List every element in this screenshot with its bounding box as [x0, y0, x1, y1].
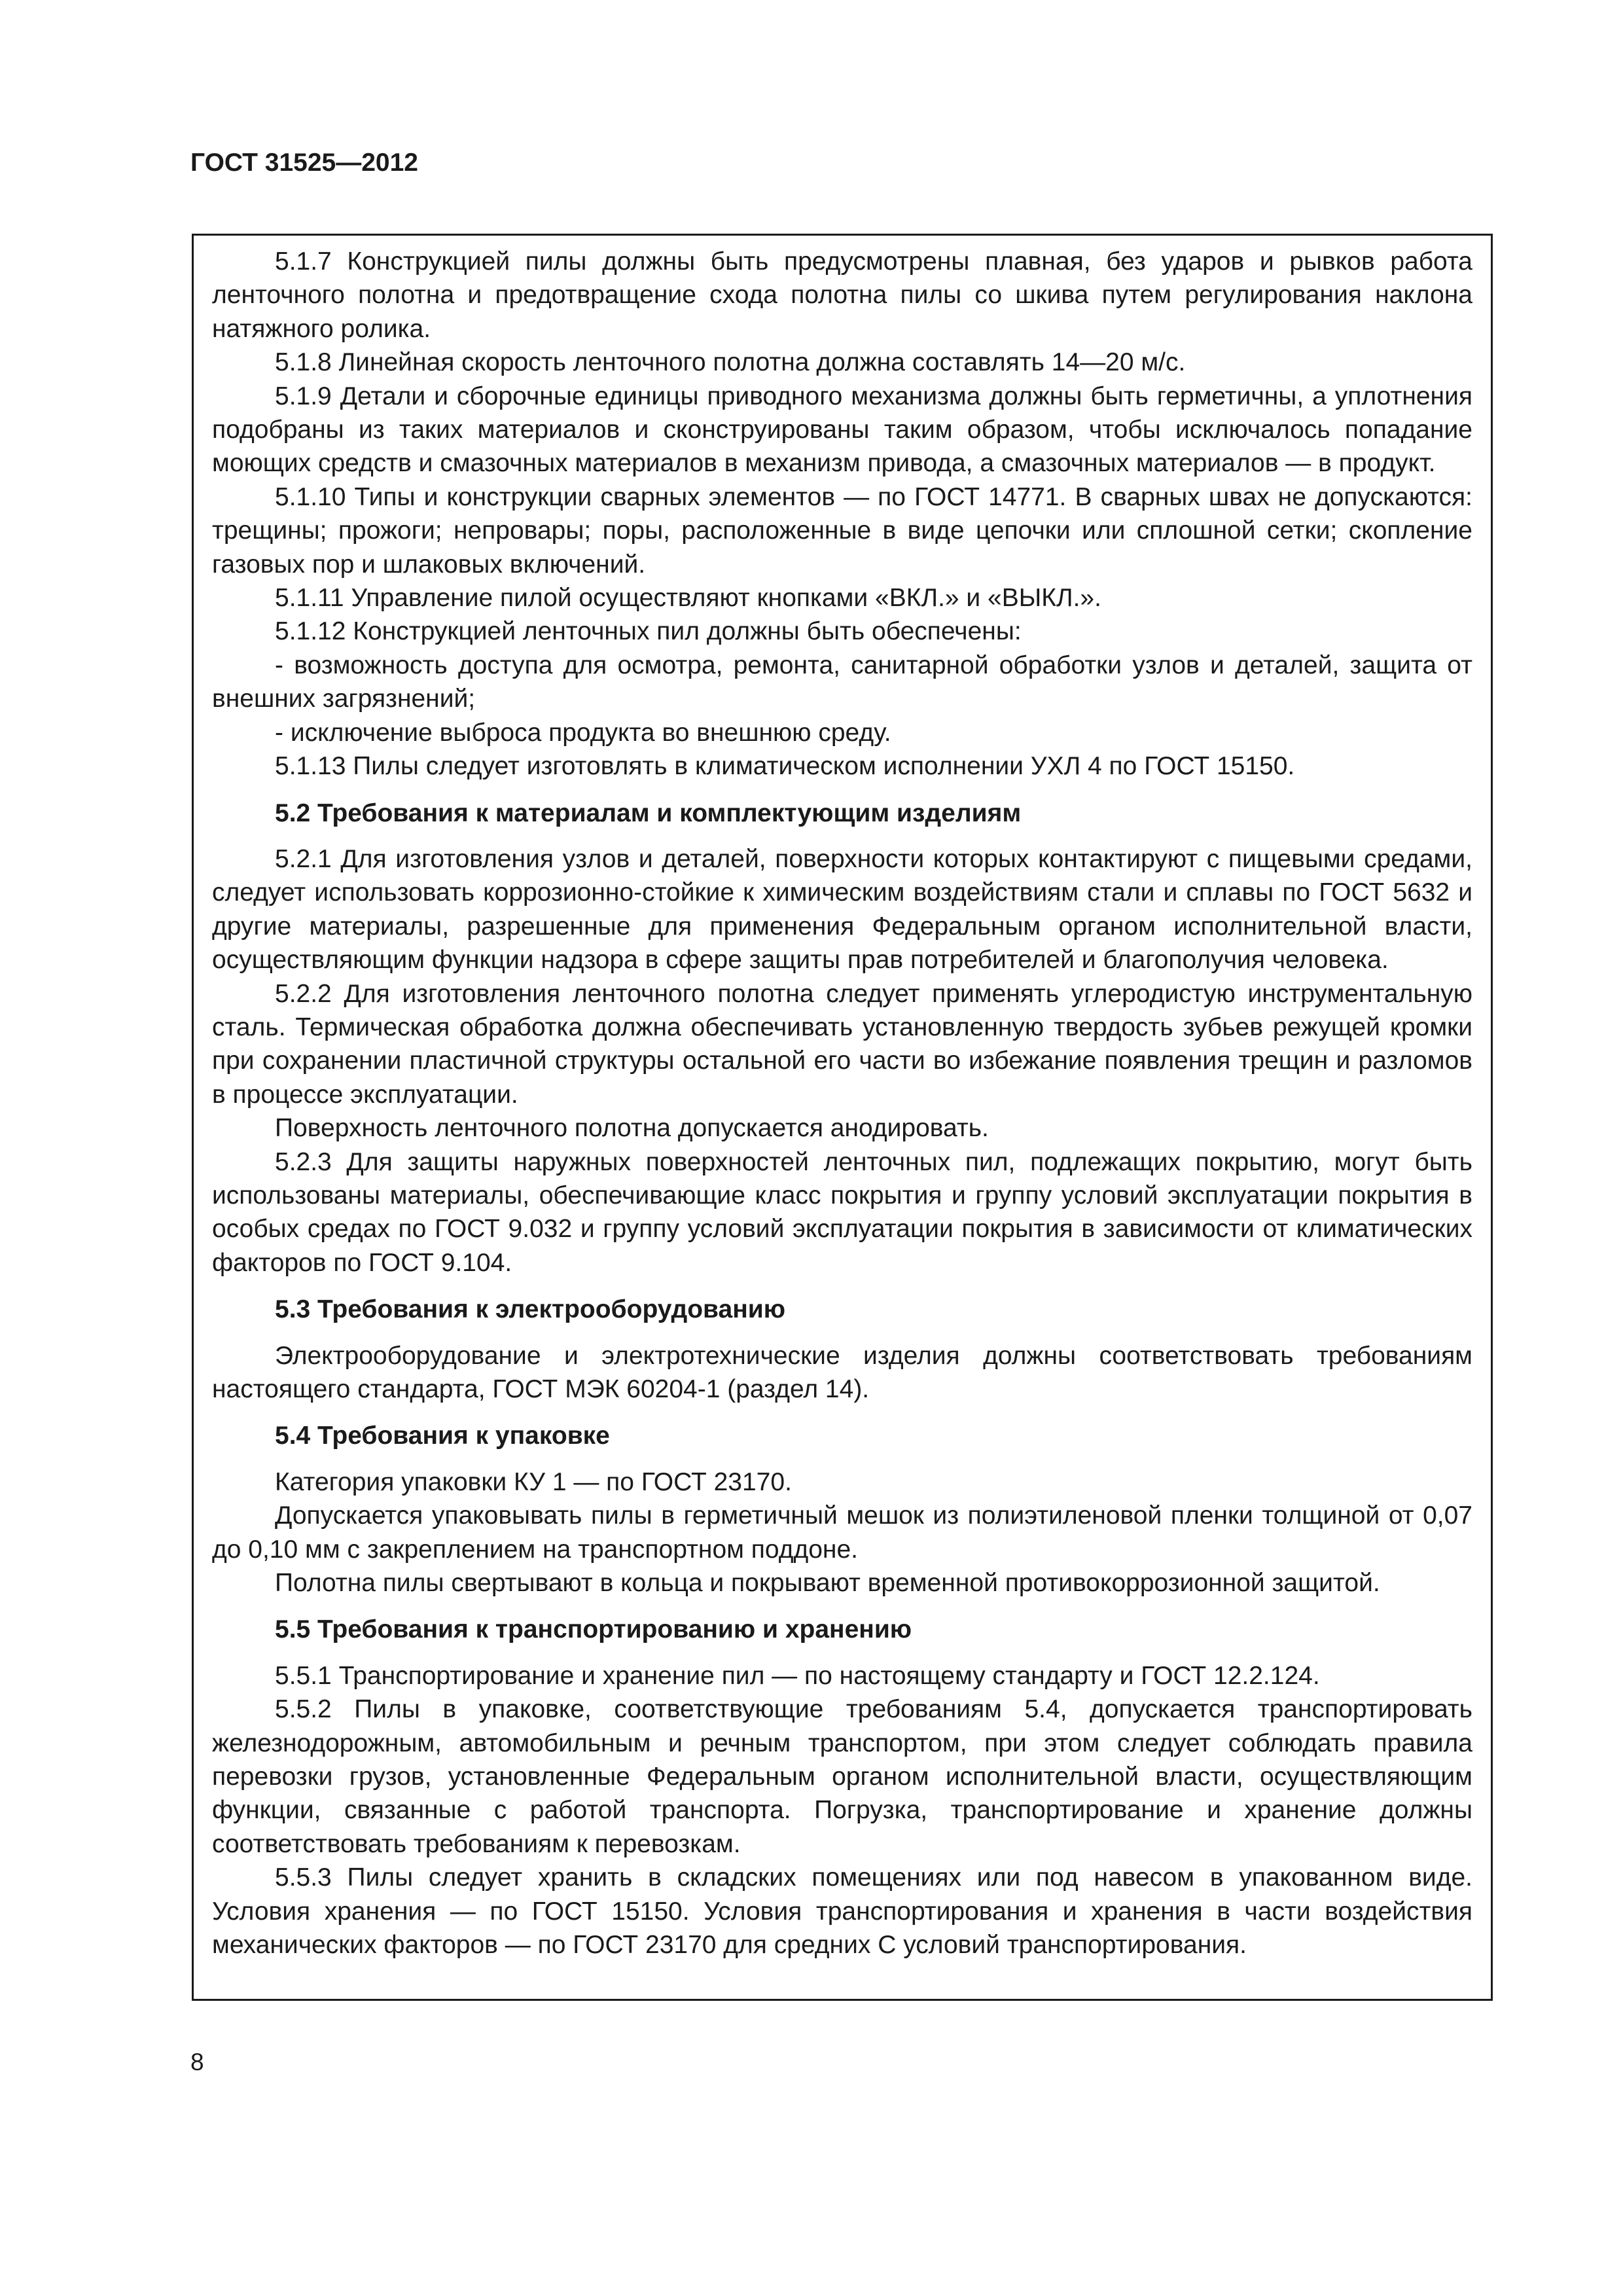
paragraph-5-2-1: 5.2.1 Для изготовления узлов и деталей, поверхности которых контактируют с пищевыми средами, следует использовать коррозионно-стойкие к химическим воздействиям стали и сплавы по ГОСТ 5632 и другие материалы, разрешенные для применения Федеральным органом исполнительной власти, осуществляющим функции надзора в сфере защиты прав потребителей и благополучия человека.	[212, 844, 1472, 975]
content-frame	[192, 234, 1493, 2001]
section-heading-5-4: 5.4 Требования к упаковке	[275, 1422, 610, 1450]
paragraph-5-1-13: 5.1.13 Пилы следует изготовлять в климатическом исполнении УХЛ 4 по ГОСТ 15150.	[275, 752, 1295, 781]
list-item-access: - возможность доступа для осмотра, ремонта, санитарной обработки узлов и деталей, защита от внешних загрязнений;	[212, 651, 1472, 713]
paragraph-5-1-9: 5.1.9 Детали и сборочные единицы приводного механизма должны быть герметичны, а уплотнения подобраны из таких материалов и сконструированы таким образом, чтобы исключалось попадание моющих средств и смазочных материалов в механизм привода, а смазочных материалов — в продукт.	[212, 382, 1472, 478]
paragraph-5-1-8: 5.1.8 Линейная скорость ленточного полотна должна составлять 14—20 м/с.	[275, 348, 1186, 377]
paragraph-5-3: Электрооборудование и электротехнические изделия должны соответствовать требованиям настоящего стандарта, ГОСТ МЭК 60204-1 (раздел 14).	[212, 1341, 1472, 1403]
paragraph-5-1-11: 5.1.11 Управление пилой осуществляют кнопками «ВКЛ.» и «ВЫКЛ.».	[275, 584, 1101, 613]
paragraph-5-2-2: 5.2.2 Для изготовления ленточного полотна следует применять углеродистую инструментальную сталь. Термическая обработка должна обеспечивать установленную твердость зубьев режущей кромки при сохранении пластичной структуры остальной его части во избежание появления трещин и разломов в процессе эксплуатации.	[212, 979, 1472, 1109]
paragraph-5-5-2: 5.5.2 Пилы в упаковке, соответствующие требованиям 5.4, допускается транспортировать железнодорожным, автомобильным и речным транспортом, при этом следует соблюдать правила перевозки грузов, установленные Федеральным органом исполнительной власти, осуществляющим функции, связанные с работой транспорта. Погрузка, транспортирование и хранение должны соответствовать требованиям к перевозкам.	[212, 1695, 1472, 1858]
paragraph-anodizing: Поверхность ленточного полотна допускается анодировать.	[275, 1114, 989, 1143]
paragraph-5-5-3: 5.5.3 Пилы следует хранить в складских помещениях или под навесом в упакованном виде. Условия хранения — по ГОСТ 15150. Условия транспортирования и хранения в части воздействия механических факторов — по ГОСТ 23170 для средних С условий транспортирования.	[212, 1863, 1472, 1960]
section-heading-5-2: 5.2 Требования к материалам и комплектующим изделиям	[275, 798, 1022, 827]
paragraph-5-5-1: 5.5.1 Транспортирование и хранение пил — по настоящему стандарту и ГОСТ 12.2.124.	[275, 1661, 1320, 1690]
paragraph-5-1-7: 5.1.7 Конструкцией пилы должны быть предусмотрены плавная, без ударов и рывков работа ленточного полотна и предотвращение схода полотна пилы со шкива путем регулирования наклона натяжного ролика.	[212, 247, 1472, 343]
section-heading-5-5: 5.5 Требования к транспортированию и хранению	[275, 1615, 912, 1644]
section-heading-5-3: 5.3 Требования к электрооборудованию	[275, 1295, 786, 1324]
paragraph-5-4-rings: Полотна пилы свертывают в кольца и покрывают временной противокоррозионной защитой.	[275, 1569, 1380, 1598]
paragraph-5-4-category: Категория упаковки КУ 1 — по ГОСТ 23170.	[275, 1467, 792, 1496]
paragraph-5-1-12: 5.1.12 Конструкцией ленточных пил должны быть обеспечены:	[275, 617, 1022, 646]
page-number: 8	[190, 2049, 204, 2075]
document-header: ГОСТ 31525—2012	[190, 149, 418, 177]
paragraph-5-4-bag: Допускается упаковывать пилы в герметичный мешок из полиэтиленовой пленки толщиной от 0,07 до 0,10 мм с закреплением на транспортном поддоне.	[212, 1501, 1472, 1564]
paragraph-5-1-10: 5.1.10 Типы и конструкции сварных элементов — по ГОСТ 14771. В сварных швах не допускаются: трещины; прожоги; непровары; поры, расположенные в виде цепочки или сплошной сетки; скопление газовых пор и шлаковых включений.	[212, 482, 1472, 579]
paragraph-5-2-3: 5.2.3 Для защиты наружных поверхностей ленточных пил, подлежащих покрытию, могут быть использованы материалы, обеспечивающие класс покрытия и группу условий эксплуатации покрытия в особых средах по ГОСТ 9.032 и группу условий эксплуатации покрытия в зависимости от климатических факторов по ГОСТ 9.104.	[212, 1147, 1472, 1277]
list-item-product-release: - исключение выброса продукта во внешнюю среду.	[275, 718, 891, 747]
